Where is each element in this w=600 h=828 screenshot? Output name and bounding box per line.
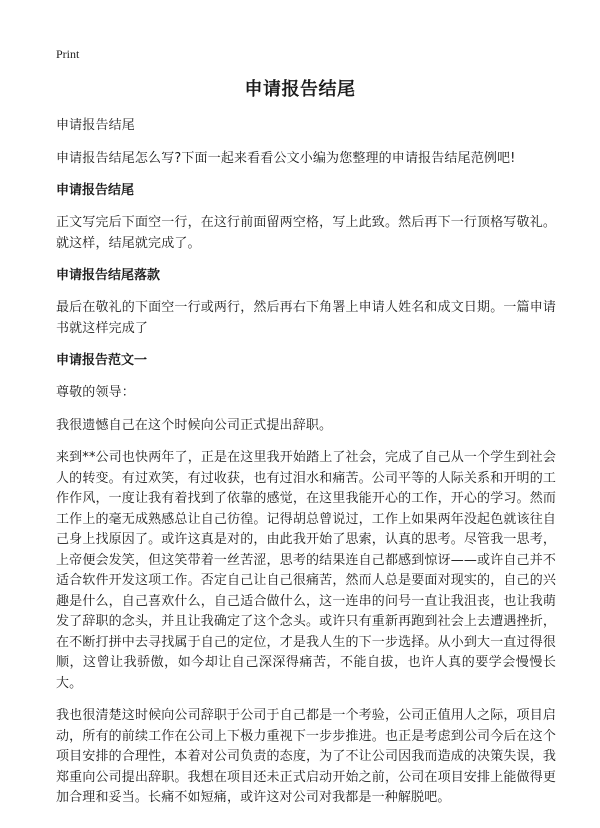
salutation: 尊敬的领导：: [56, 385, 135, 400]
page-title: 申请报告结尾: [244, 79, 356, 100]
body-paragraph: 我很遗憾自己在这个时候向公司正式提出辞职。: [56, 417, 333, 433]
body-paragraph: 来到**公司也快两年了，正是在这里我开始踏上了社会，完成了自己从一个学生到社会人的转变。有过欢笑，有过收获，也有过泪水和痛苦。公司平等的人际关系和开明的工作作风，一度让我有着找到了依靠的感觉，在这里我能开心的工作，开心的学习。然而工作上的毫无成熟感总让自己彷徨。记得胡总曾说过，工作上如果两年没起色就该往自己身上找原因了。或许这真是对的，由此我开始了思索，认真的思考。尽管我一思考，上帝便会发笑，但这笑带着一丝苦涩，思考的结果连自己都感到惊讶——或许自己并不适合软件开发这项工作。否定自己让自己很痛苦，然而人总是要面对现实的，自己的兴趣是什么，自己喜欢什么，自己适合做什么，这一连串的问号一直让我沮丧，也让我萌发了辞职的念头，并且让我确定了这个念头。或许只有重新再跑到社会上去遭遇挫折，在不断打拼中去寻找属于自己的定位，才是我人生的下一步选择。从小到大一直过得很顺，这曾让我骄傲，如今却让自己深深得痛苦，不能自拔，也许人真的要学会慢慢长大。: [56, 450, 556, 691]
section-heading: 申请报告结尾: [56, 183, 135, 198]
document-body: [56, 116, 556, 821]
body-paragraph: 最后在敬礼的下面空一行或两行，然后再右下角署上申请人姓名和成文日期。一篇申请书就这样完成了: [56, 300, 556, 336]
section-heading: 申请报告范文一: [56, 353, 148, 368]
intro-paragraph: 申请报告结尾怎么写?下面一起来看看公文小编为您整理的申请报告结尾范例吧!: [56, 150, 516, 166]
intro-paragraph: 申请报告结尾: [56, 118, 135, 133]
body-paragraph: 我也很清楚这时候向公司辞职于公司于自己都是一个考验，公司正值用人之际，项目启动，所有的前续工作在公司上下极力重视下一步步推进。也正是考虑到公司今后在这个项目安排的合理性，本着对公司负责的态度，为了不让公司因我而造成的决策失误，我郑重向公司提出辞职。我想在项目还未正式启动开始之前，公司在项目安排上能做得更加合理和妥当。长痛不如短痛，或许这对公司对我都是一种解脱吧。: [56, 708, 556, 805]
body-paragraph: 正文写完后下面空一行，在这行前面留两空格，写上此致。然后再下一行顶格写敬礼。就这样，结尾就完成了。: [56, 215, 556, 251]
print-link[interactable]: Print: [56, 47, 80, 61]
section-heading: 申请报告结尾落款: [56, 268, 161, 283]
